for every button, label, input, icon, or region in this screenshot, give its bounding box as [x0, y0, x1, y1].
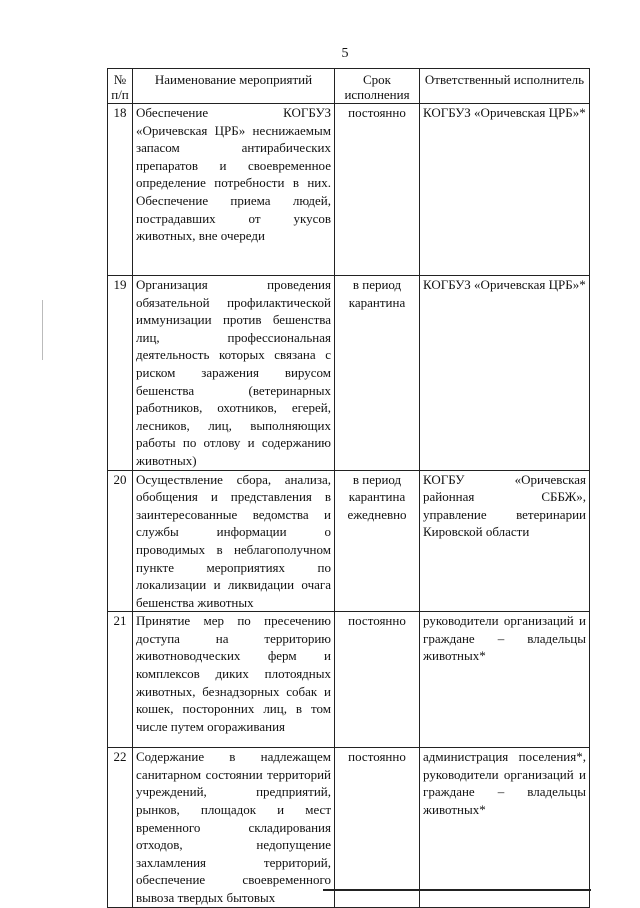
row-number: 18 [108, 104, 133, 276]
measure-term: постоянно [335, 104, 420, 276]
table-row [108, 748, 590, 907]
measure-term: в период карантина [335, 276, 420, 471]
row-number: 21 [108, 612, 133, 748]
measure-term: в период карантина ежедневно [335, 470, 420, 612]
measure-responsible: КОГБУ «Оричевская районная СББЖ», управление ветеринарии Кировской области [420, 470, 590, 612]
measure-responsible: КОГБУЗ «Оричевская ЦРБ»* [420, 276, 590, 471]
table-row [108, 470, 590, 612]
measure-name: Осуществление сбора, анализа, обобщения и представления в заинтересованные ведомства и службы информации о проводимых в неблагополучном пункте мероприятиях по локализации и ликвидации очага бешенства животных [133, 470, 335, 612]
measure-name: Обеспечение КОГБУЗ «Оричевская ЦРБ» неснижаемым запасом антирабических препаратов и своевременное определение потребности в них. Обеспечение приема людей, пострадавших от укусов животных, вне очереди [133, 104, 335, 276]
table-row [108, 104, 590, 276]
header-term: Срок исполнения [335, 69, 420, 104]
measure-responsible: КОГБУЗ «Оричевская ЦРБ»* [420, 104, 590, 276]
table-row [108, 612, 590, 748]
table-row [108, 276, 590, 471]
measure-responsible: руководители организаций и граждане – владельцы животных* [420, 612, 590, 748]
measure-term: постоянно [335, 612, 420, 748]
measures-table [107, 68, 590, 908]
row-number: 20 [108, 470, 133, 612]
footer-rule [323, 889, 591, 891]
measure-term: постоянно [335, 748, 420, 907]
scan-artifact-line [42, 300, 43, 360]
header-num: № п/п [108, 69, 133, 104]
header-responsible: Ответственный исполнитель [420, 69, 590, 104]
measure-name: Принятие мер по пресечению доступа на территорию животноводческих ферм и комплексов диких плотоядных животных, безнадзорных собак и кошек, посторонних лиц, в том числе путем огораживания [133, 612, 335, 748]
page-number: 5 [341, 46, 349, 61]
measure-name: Содержание в надлежащем санитарном состоянии территорий учреждений, предприятий, рынков, площадок и мест временного складирования отходов, недопущение захламления территорий, обеспечение своевременного вывоза твердых бытовых [133, 748, 335, 907]
row-number: 19 [108, 276, 133, 471]
measure-name: Организация проведения обязательной профилактической иммунизации против бешенства лиц, профессиональная деятельность которых связана с риском заражения вирусом бешенства (ветеринарных работников, охотников, егерей, лесников, лиц, выполняющих работы по отлову и содержанию животных) [133, 276, 335, 471]
measure-responsible: администрация поселения*, руководители организаций и граждане – владельцы животных* [420, 748, 590, 907]
row-number: 22 [108, 748, 133, 907]
table-header-row [108, 69, 590, 104]
header-name: Наименование мероприятий [133, 69, 335, 104]
